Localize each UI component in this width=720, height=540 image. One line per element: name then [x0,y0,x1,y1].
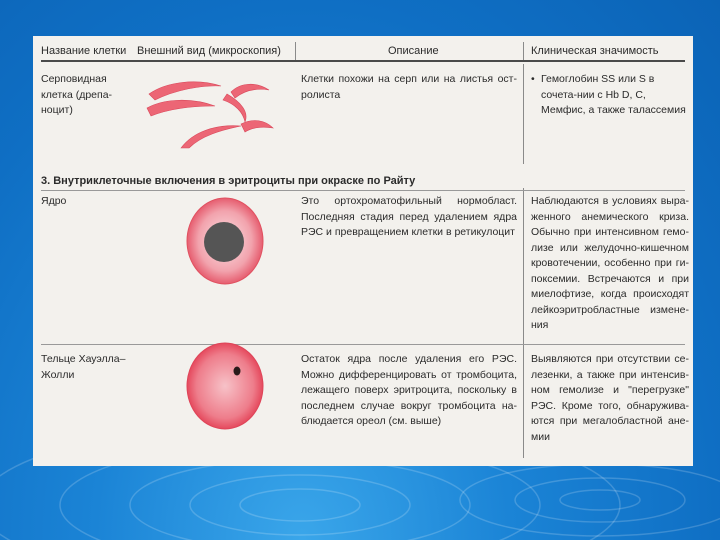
howell-jolly-cell-illustration [185,341,265,431]
row-significance-nucleus: Наблюдаются в условиях выра-женного анемического криза. Обычно при интенсивном гемо-лизе или желудочно-кишечном кровотечении, особенно при ги-поксемии. Встречаются и при миелофтизе, когда происходят лейкоэритробластные измене-ния [531,195,689,331]
column-divider [295,42,296,60]
column-divider [523,64,524,164]
row-description-howell-jolly: Остаток ядра после удаления его РЭС. Можно дифференцировать от тромбоцита, лежащего поверх эритроцита, поскольку в последнем случае вокруг тромбоцита на-блюдается ореол (см. выше) [301,353,517,427]
row-description-nucleus: Это ортохроматофильный нормобласт. Последняя стадия перед удалением ядра РЭС и превращением клетки в ретикулоцит [301,195,517,238]
section-title: 3. Внутриклеточные включения в эритроциты при окраске по Райту [41,175,416,187]
bullet-marker: • [531,73,535,85]
header-cell-significance: Клиническая значимость [531,45,659,57]
row-significance-sickle-cell [531,72,689,119]
significance-text: Гемоглобин SS или S в сочета-нии с Hb D, C, Мемфис, а также талассемия [541,73,686,116]
header-cell-appearance: Внешний вид (микроскопия) [137,45,281,57]
section-rule [41,190,685,191]
header-rule [41,60,685,62]
column-divider [523,42,524,60]
header-cell-name: Название клетки [41,45,127,57]
row-description-sickle-cell: Клетки похожи на серп или на листья ост-ролиста [301,73,517,101]
row-name-nucleus: Ядро [41,195,67,207]
scanned-table-page [33,36,693,466]
row-name-sickle-cell: Серповидная клетка (дрепа-ноцит) [41,73,113,116]
header-cell-description: Описание [388,45,439,57]
row-name-howell-jolly: Тельце Хауэлла–Жолли [41,353,126,381]
nucleated-cell-illustration [185,196,265,286]
sickle-cell-illustration [141,68,276,153]
column-divider [523,188,524,458]
row-significance-howell-jolly: Выявляются при отсутствии се-лезенки, а также при интенсив-ном гемолизе и "перегрузке" РЭС. Кроме того, обнаружива-ются при мегалобластной ане-мии [531,353,689,443]
row-divider [41,344,685,345]
